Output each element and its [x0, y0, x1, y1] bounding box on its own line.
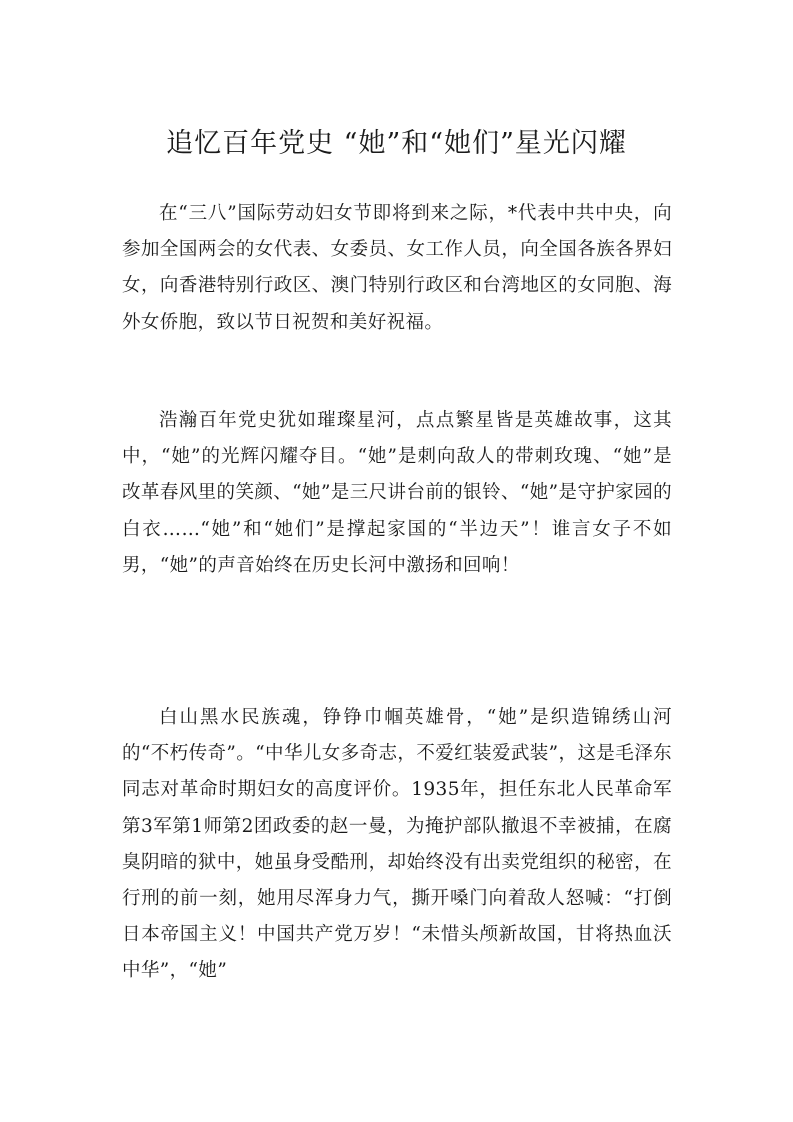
document-title: 追忆百年党史 “她”和“她们”星光闪耀	[166, 128, 627, 159]
paragraph-3: 白山黑水民族魂，铮铮巾帼英雄骨，“她”是织造锦绣山河的“不朽传奇”。“中华儿女多奇志，不爱红装爱武装”，这是毛泽东同志对革命时期妇女的高度评价。1935年，担任东北人民革命军第3军第1师第2团政委的赵一曼，为掩护部队撤退不幸被捕，在腐臭阴暗的狱中，她虽身受酷刑，却始终没有出卖党组织的秘密，在行刑的前一刻，她用尽浑身力气，撕开嗓门向着敌人怒喊：“打倒日本帝国主义！中国共产党万岁！“未惜头颅新故国，甘将热血沃中华”，“她”	[122, 707, 672, 982]
paragraph-2: 浩瀚百年党史犹如璀璨星河，点点繁星皆是英雄故事，这其中，“她”的光辉闪耀夺目。“她”是刺向敌人的带刺玫瑰、“她”是改革春风里的笑颜、“她”是三尺讲台前的银铃、“她”是守护家园的白衣……“她”和“她们”是撑起家国的“半边天”！谁言女子不如男，“她”的声音始终在历史长河中激扬和回响！	[122, 410, 672, 576]
paragraph-1: 在“三八”国际劳动妇女节即将到来之际，*代表中共中央，向参加全国两会的女代表、女委员、女工作人员，向全国各族各界妇女，向香港特别行政区、澳门特别行政区和台湾地区的女同胞、海外女侨胞，致以节日祝贺和美好祝福。	[122, 203, 672, 333]
